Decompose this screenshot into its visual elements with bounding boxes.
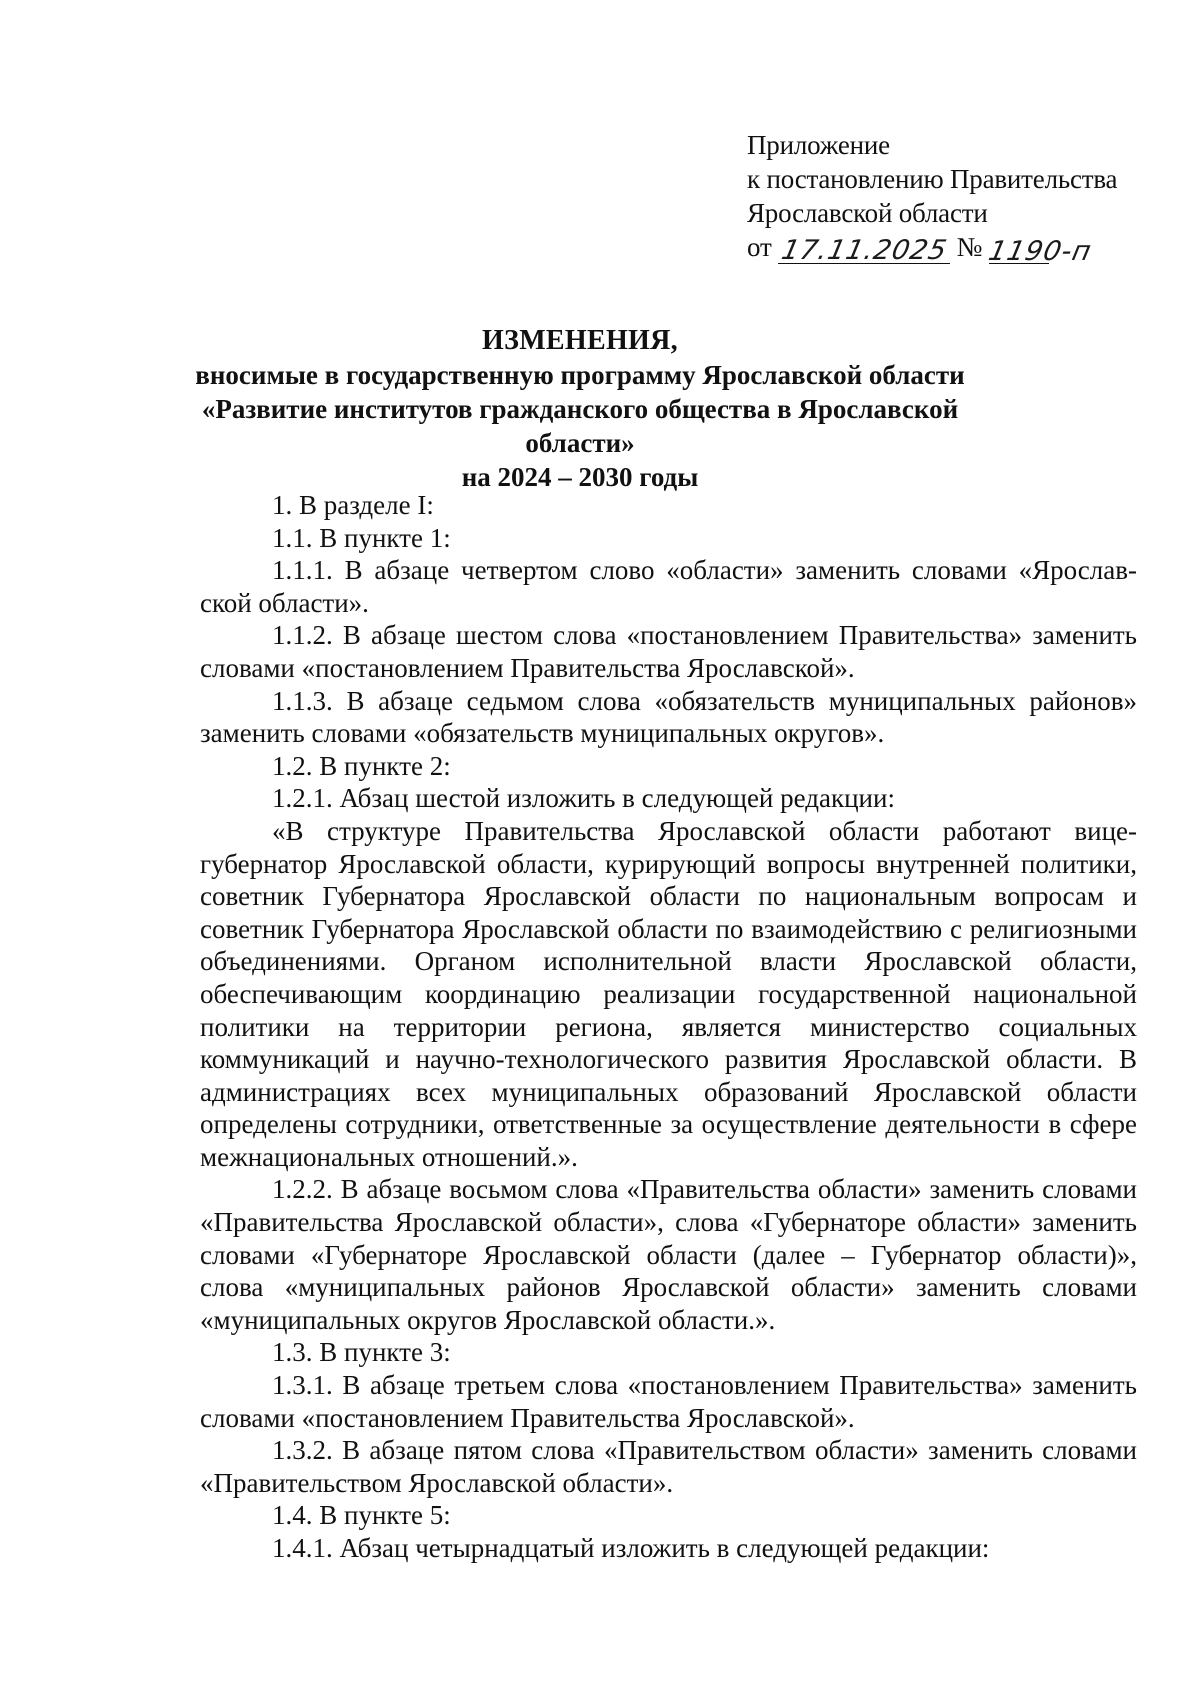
handwritten-number: 1190-п (985, 236, 1095, 267)
paragraph: 1.2.1. Абзац шестой изложить в следующей редакции: (272, 783, 895, 814)
handwritten-date: 17.11.2025 (778, 235, 950, 266)
appendix-reference: к постановлению Правительства (747, 164, 1118, 194)
title-main: ИЗМЕНЕНИЯ, (482, 325, 678, 356)
paragraph: «В структуре Правительства Ярославской области работают вице-губернатор Ярославской области, курирующий вопросы внутренней политики, советник Губернатора Ярославской области по национальным вопросам и советник Губернатора Ярославской области по взаимодействию с религиозными объединениями. Органом исполнительной власти Ярославской области, обеспечивающим координацию реализации государственной национальной политики на территории региона, является министерство социальных коммуникаций и научно-технологического развития Ярославской области. В администрациях всех муниципальных образований Ярославской области определены сотрудники, ответственные за осуществление деятельности в сфере межнациональных отношений.». (200, 815, 1137, 1172)
paragraph: 1.3.1. В абзаце третьем слова «постановлением Правительства» заменить словами «постановлением Правительства Ярославской». (200, 1370, 1137, 1433)
title-line-2: вносимые в государственную программу Ярославской области (195, 360, 965, 390)
title-line-3: «Развитие институтов гражданского общества в Ярославской области» (201, 394, 959, 458)
paragraph: 1.1. В пункте 1: (272, 522, 451, 553)
appendix-header (747, 128, 1119, 267)
paragraph: 1.2. В пункте 2: (272, 750, 451, 781)
paragraph: 1.3. В пункте 3: (272, 1337, 451, 1368)
number-field (985, 234, 1119, 267)
paragraph: 1. В разделе I: (272, 490, 434, 520)
paragraph: 1.1.1. В абзаце четвертом слово «области» заменить словами «Ярославской области». (200, 555, 1137, 618)
document-body (200, 489, 1137, 1565)
title-line-4: на 2024 – 2030 годы (461, 462, 699, 492)
date-field (778, 233, 950, 264)
appendix-date-line (747, 230, 1119, 267)
number-sign: № (956, 232, 983, 262)
paragraph: 1.3.2. В абзаце пятом слова «Правительством области» заменить словами «Правительством Ярославской области». (200, 1435, 1137, 1498)
appendix-region: Ярославской области (747, 198, 988, 228)
paragraph: 1.4.1. Абзац четырнадцатый изложить в следующей редакции: (272, 1533, 990, 1563)
appendix-title: Приложение (747, 130, 890, 160)
paragraph: 1.1.2. В абзаце шестом слова «постановлением Правительства» заменить словами «постановлением Правительства Ярославской». (200, 620, 1137, 683)
paragraph: 1.1.3. В абзаце седьмом слова «обязательств муниципальных районов» заменить словами «обязательств муниципальных округов». (200, 685, 1137, 749)
paragraph: 1.2.2. В абзаце восьмом слова «Правительства области» заменить словами «Правительства Ярославской области», слова «Губернаторе области» заменить словами «Губернаторе Ярославской области (далее – Губернатор области)», слова «муниципальных районов Ярославской области» заменить словами «муниципальных округов Ярославской области.». (200, 1174, 1137, 1335)
paragraph: 1.4. В пункте 5: (272, 1500, 451, 1531)
document-title (160, 324, 1000, 494)
date-prefix: от (747, 232, 772, 262)
